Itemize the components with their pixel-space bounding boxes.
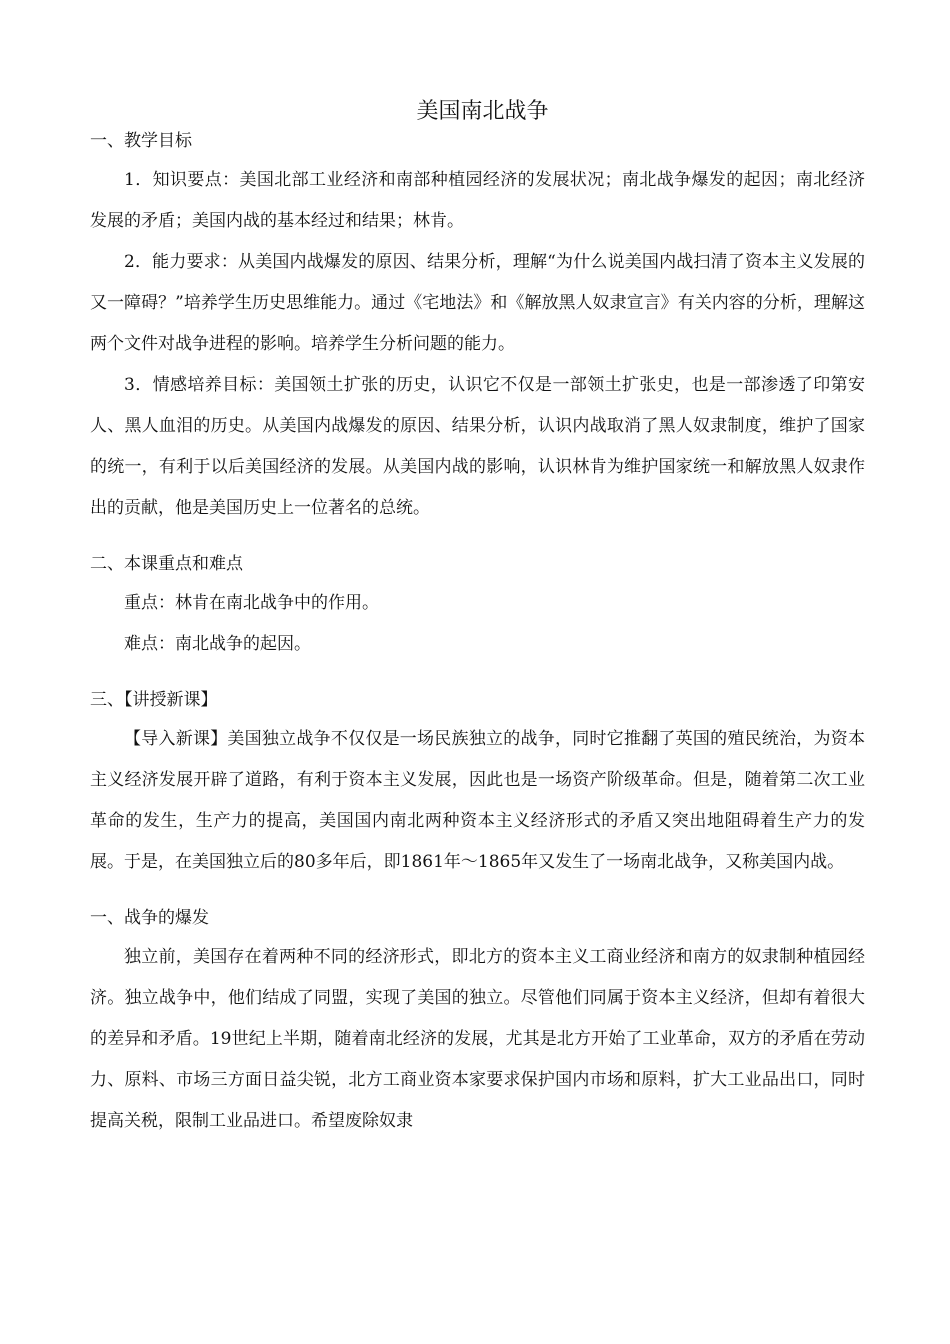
document-page [90,96,865,1142]
document-title: 美国南北战争 [416,99,549,124]
key-point: 重点：林肯在南北战争中的作用。 [124,593,379,613]
section-heading-key-points: 二、本课重点和难点 [90,554,243,574]
goal-knowledge: 1．知识要点：美国北部工业经济和南部种植园经济的发展状况；南北战争爆发的起因；南北经济发展的矛盾；美国内战的基本经过和结果；林肯。 [90,170,865,231]
section-heading-new-lesson: 三、【讲授新课】 [90,690,218,710]
section-heading-war-outbreak: 一、战争的爆发 [90,908,209,928]
difficult-point: 难点：南北战争的起因。 [124,634,311,654]
goal-ability: 2．能力要求：从美国内战爆发的原因、结果分析，理解“为什么说美国内战扫清了资本主义发展的又一障碍？”培养学生历史思维能力。通过《宅地法》和《解放黑人奴隶宣言》有关内容的分析，理解这两个文件对战争进程的影响。培养学生分析问题的能力。 [90,252,865,354]
war-outbreak-body: 独立前，美国存在着两种不同的经济形式，即北方的资本主义工商业经济和南方的奴隶制种植园经济。独立战争中，他们结成了同盟，实现了美国的独立。尽管他们同属于资本主义经济，但却有着很大的差异和矛盾。19世纪上半期，随着南北经济的发展，尤其是北方开始了工业革命，双方的矛盾在劳动力、原料、市场三方面日益尖锐，北方工商业资本家要求保护国内市场和原料，扩大工业品出口，同时提高关税，限制工业品进口。希望废除奴隶 [90,947,865,1131]
lesson-intro: 【导入新课】美国独立战争不仅仅是一场民族独立的战争，同时它推翻了英国的殖民统治，为资本主义经济发展开辟了道路，有利于资本主义发展，因此也是一场资产阶级革命。但是，随着第二次工业革命的发生，生产力的提高，美国国内南北两种资本主义经济形式的矛盾又突出地阻碍着生产力的发展。于是，在美国独立后的80多年后，即1861年～1865年又发生了一场南北战争，又称美国内战。 [90,729,865,872]
section-heading-teaching-goals: 一、教学目标 [90,131,192,151]
goal-emotion: 3．情感培养目标：美国领土扩张的历史，认识它不仅是一部领土扩张史，也是一部渗透了印第安人、黑人血泪的历史。从美国内战爆发的原因、结果分析，认识内战取消了黑人奴隶制度，维护了国家的统一，有利于以后美国经济的发展。从美国内战的影响，认识林肯为维护国家统一和解放黑人奴隶作出的贡献，他是美国历史上一位著名的总统。 [90,375,865,518]
